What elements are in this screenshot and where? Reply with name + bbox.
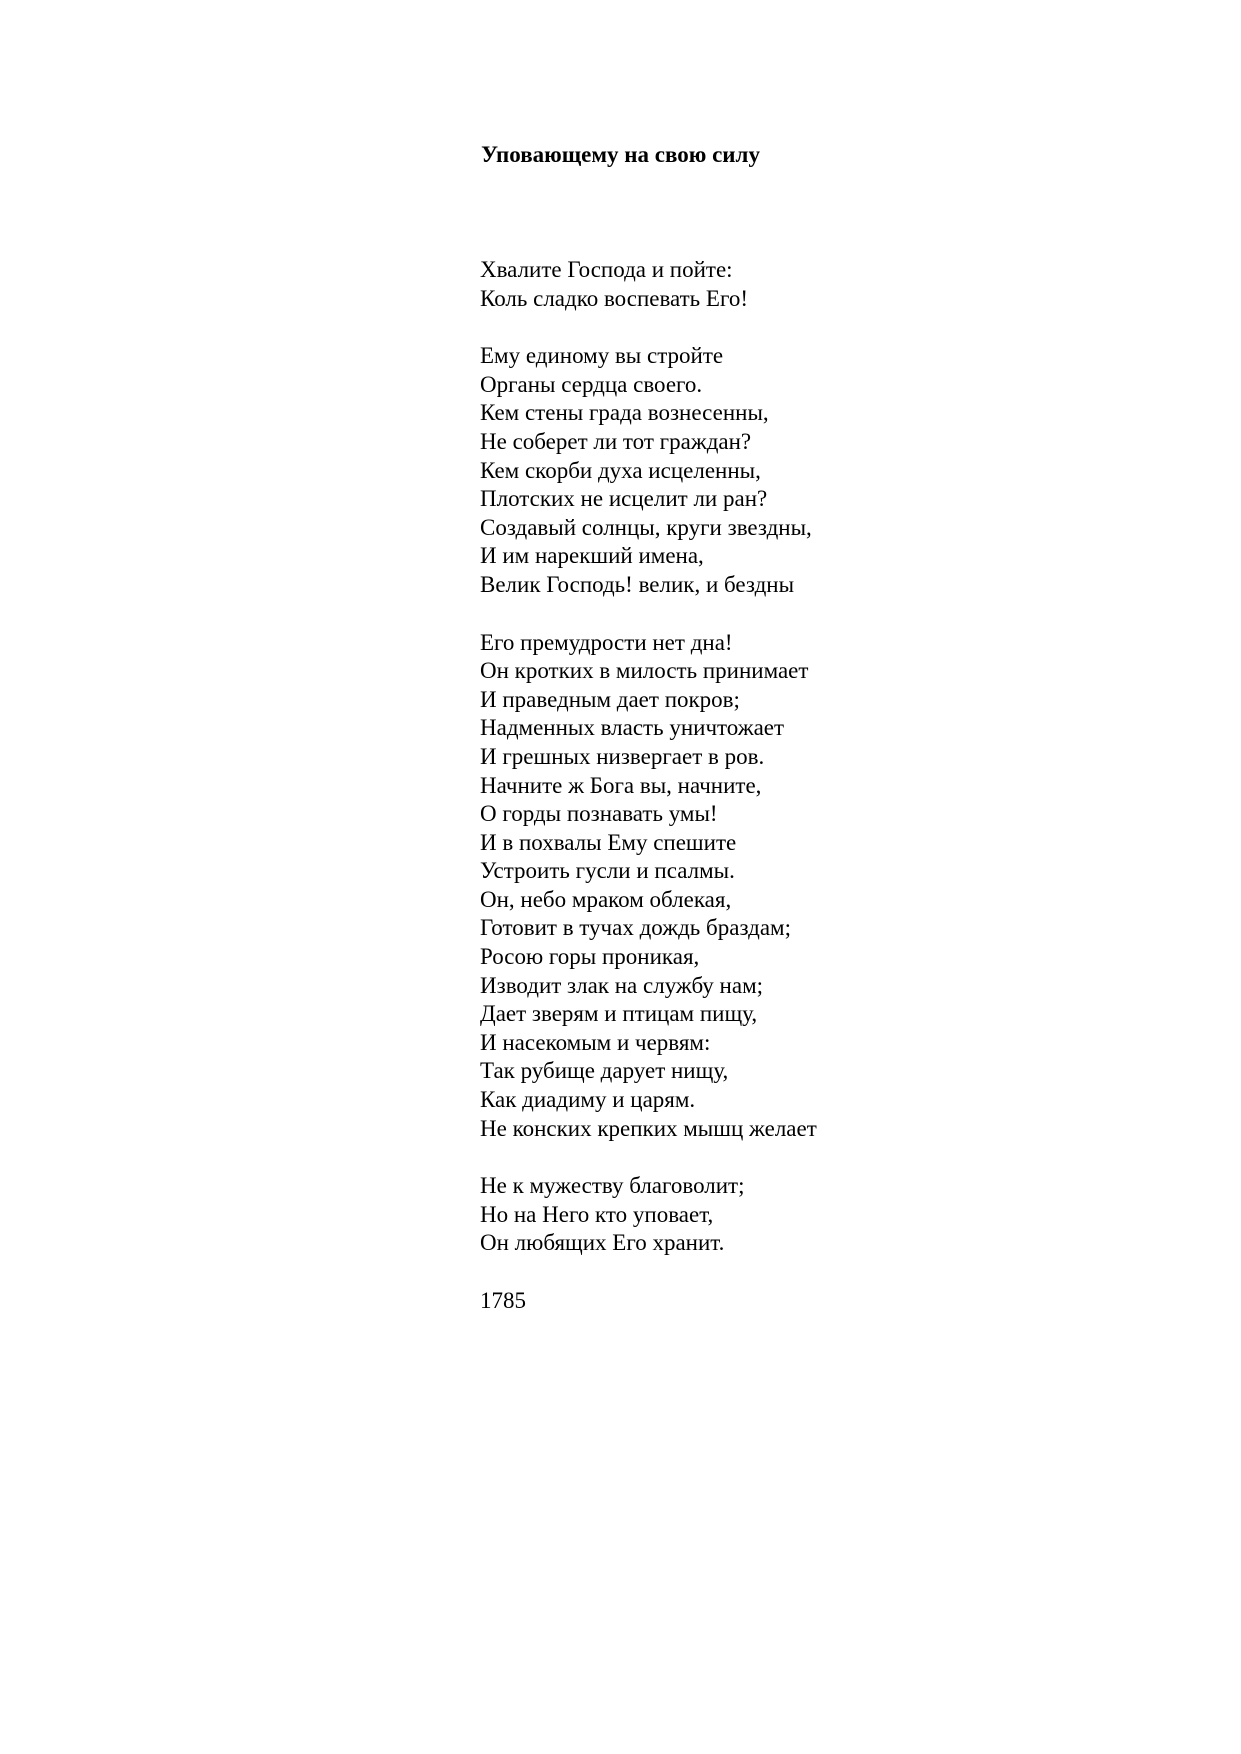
poem-line: Коль сладко воспевать Его! xyxy=(480,285,748,311)
poem-line: Он, небо мраком облекая, xyxy=(480,886,732,912)
poem-line: Кем стены града вознесенны, xyxy=(480,400,769,426)
poem-line: Велик Господь! велик, и бездны xyxy=(480,571,795,597)
poem-line: И насекомым и червям: xyxy=(480,1029,711,1055)
stanza-4 xyxy=(480,1172,1180,1258)
poem-line: Ему единому вы стройте xyxy=(480,343,724,369)
poem-line: Дает зверям и птицам пищу, xyxy=(480,1001,758,1027)
poem-line: Изводит злак на службу нам; xyxy=(480,972,764,998)
poem-line: Готовит в тучах дождь браздам; xyxy=(480,915,791,941)
stanza-3 xyxy=(480,629,1180,1144)
poem-line: Плотских не исцелит ли ран? xyxy=(480,486,768,512)
poem-line: Органы сердца своего. xyxy=(480,371,703,397)
poem-line: Кем скорби духа исцеленны, xyxy=(480,457,761,483)
poem-line: И в похвалы Ему спешите xyxy=(480,829,737,855)
poem-year: 1785 xyxy=(480,1288,526,1313)
poem-line: Как диадиму и царям. xyxy=(480,1087,696,1113)
poem-line: Надменных власть уничтожает xyxy=(480,715,785,741)
poem-line: Начните ж Бога вы, начните, xyxy=(480,772,762,798)
poem-line: Росою горы проникая, xyxy=(480,944,700,970)
poem-line: Он любящих Его хранит. xyxy=(480,1230,725,1256)
poem-line: Не к мужеству благоволит; xyxy=(480,1173,745,1199)
poem-line: Но на Него кто уповает, xyxy=(480,1201,714,1227)
poem-line: Он кротких в милость принимает xyxy=(480,658,809,684)
poem-line: Не конских крепких мышц желает xyxy=(480,1115,817,1141)
poem-title: Уповающему на свою силу xyxy=(481,142,760,167)
poem-body xyxy=(480,256,1180,1316)
poem-line: И грешных низвергает в ров. xyxy=(480,743,765,769)
stanza-2 xyxy=(480,342,1180,599)
poem-line: Не соберет ли тот граждан? xyxy=(480,428,752,454)
poem-line: Так рубище дарует нищу, xyxy=(480,1058,729,1084)
poem-line: Устроить гусли и псалмы. xyxy=(480,858,735,884)
stanza-1 xyxy=(480,256,1180,313)
poem-line: И им нарекший имена, xyxy=(480,543,704,569)
poem-line: Хвалите Господа и пойте: xyxy=(480,257,733,282)
poem-line: Создавый солнцы, круги звездны, xyxy=(480,514,812,540)
poem-line: И праведным дает покров; xyxy=(480,686,740,712)
poem-line: Его премудрости нет дна! xyxy=(480,629,733,655)
poem-line: О горды познавать умы! xyxy=(480,801,718,827)
